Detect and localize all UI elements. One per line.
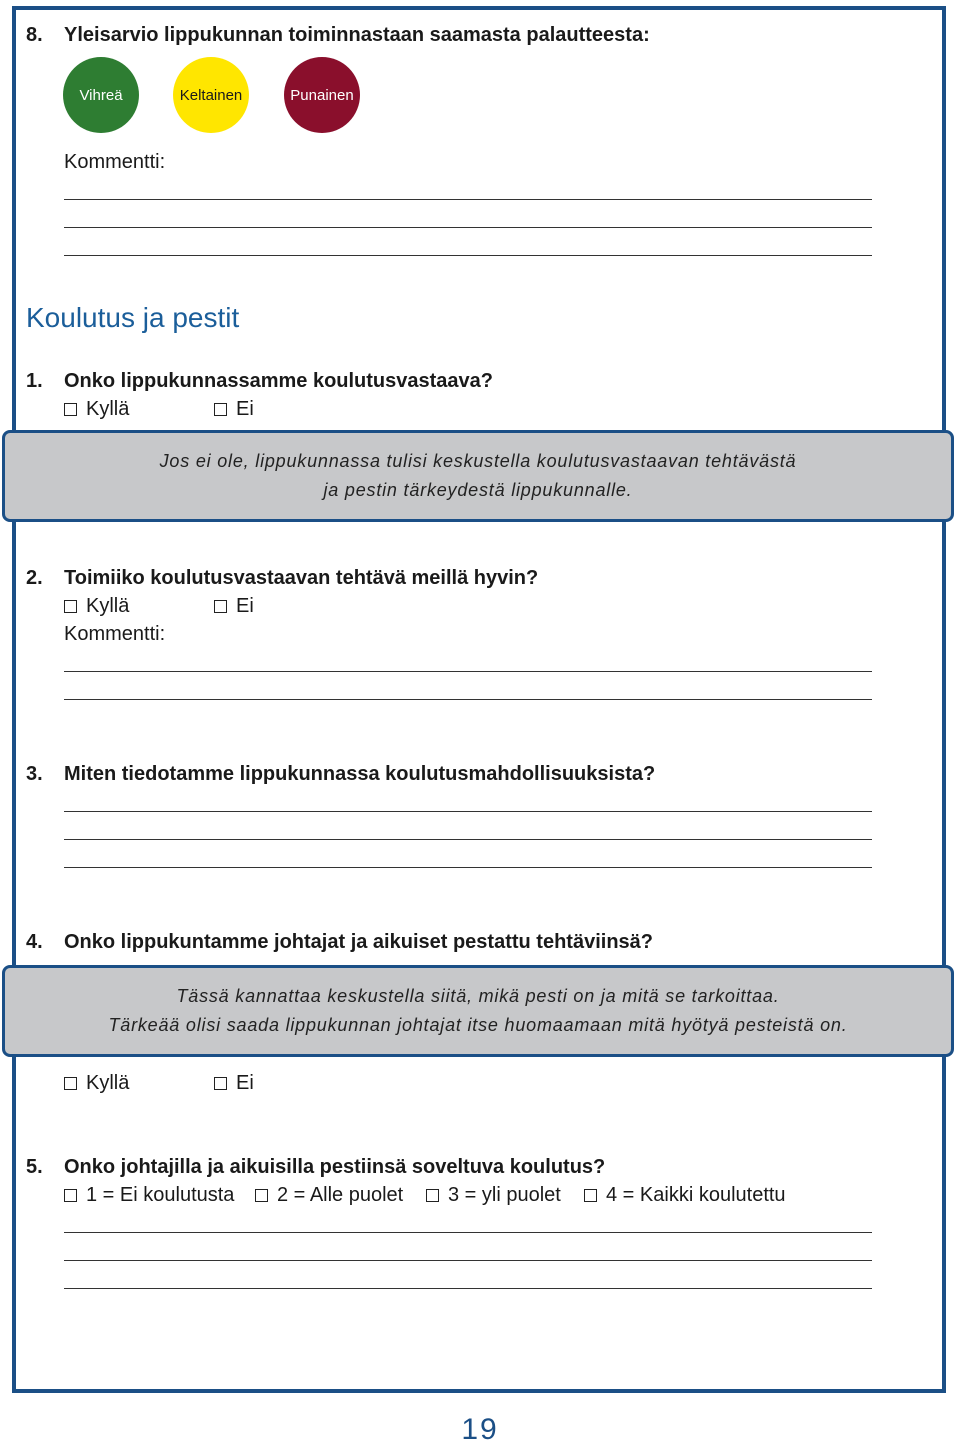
green-light-option[interactable] <box>63 57 139 133</box>
checkbox-icon[interactable] <box>214 403 227 416</box>
note-box-1 <box>2 430 954 522</box>
checkbox-icon[interactable] <box>64 600 77 613</box>
checkbox-icon[interactable] <box>64 1189 77 1202</box>
checkbox-icon[interactable] <box>584 1189 597 1202</box>
q1-yes-label: Kyllä <box>86 398 130 420</box>
q2-text: Toimiiko koulutusvastaavan tehtävä meillä hyvin? <box>64 567 539 589</box>
checkbox-icon[interactable] <box>64 1077 77 1090</box>
yellow-light-option[interactable] <box>173 57 249 133</box>
q4-yes-option[interactable] <box>64 1072 129 1095</box>
q4-number: 4. <box>26 931 43 953</box>
q8-number: 8. <box>26 24 43 46</box>
q4-yes-label: Kyllä <box>86 1072 130 1094</box>
q5-answer-line[interactable] <box>64 1288 872 1289</box>
q2-comment-line[interactable] <box>64 671 872 672</box>
q5-option-4-label: 4 = Kaikki koulutettu <box>606 1184 786 1206</box>
q3-answer-line[interactable] <box>64 839 872 840</box>
q1-yes-option[interactable] <box>64 398 129 421</box>
q3-number: 3. <box>26 763 43 785</box>
q5-option-2[interactable] <box>255 1184 403 1207</box>
checkbox-icon[interactable] <box>214 1077 227 1090</box>
q5-answer-line[interactable] <box>64 1260 872 1261</box>
q2-number: 2. <box>26 567 43 589</box>
q8-text: Yleisarvio lippukunnan toiminnastaan saamasta palautteesta: <box>64 24 650 46</box>
q8-comment-line[interactable] <box>64 255 872 256</box>
q5-answer-line[interactable] <box>64 1232 872 1233</box>
q2-no-label: Ei <box>236 595 254 617</box>
page-number: 19 <box>461 1413 499 1446</box>
q4-no-label: Ei <box>236 1072 254 1094</box>
yellow-light-label: Keltainen <box>179 86 243 104</box>
red-light-option[interactable] <box>284 57 360 133</box>
checkbox-icon[interactable] <box>214 600 227 613</box>
q5-option-1[interactable] <box>64 1184 234 1207</box>
q5-option-3-label: 3 = yli puolet <box>448 1184 561 1206</box>
note2-line1: Tässä kannattaa keskustella siitä, mikä pesti on ja mitä se tarkoittaa. <box>176 986 780 1006</box>
q1-text: Onko lippukunnassamme koulutusvastaava? <box>64 370 494 392</box>
q2-yes-option[interactable] <box>64 595 129 618</box>
q3-answer-line[interactable] <box>64 867 872 868</box>
green-light-label: Vihreä <box>79 86 123 104</box>
note1-line1: Jos ei ole, lippukunnassa tulisi keskustella koulutusvastaavan tehtävästä <box>159 451 797 471</box>
q5-option-4[interactable] <box>584 1184 786 1207</box>
q1-no-option[interactable] <box>214 398 254 421</box>
section-title: Koulutus ja pestit <box>26 302 240 333</box>
q3-text: Miten tiedotamme lippukunnassa koulutusmahdollisuuksista? <box>64 763 656 785</box>
checkbox-icon[interactable] <box>64 403 77 416</box>
q4-no-option[interactable] <box>214 1072 254 1095</box>
q5-option-2-label: 2 = Alle puolet <box>277 1184 404 1206</box>
q2-comment-label: Kommentti: <box>64 623 166 645</box>
q8-comment-line[interactable] <box>64 227 872 228</box>
checkbox-icon[interactable] <box>426 1189 439 1202</box>
q2-yes-label: Kyllä <box>86 595 130 617</box>
q5-option-1-label: 1 = Ei koulutusta <box>86 1184 235 1206</box>
q5-option-3[interactable] <box>426 1184 561 1207</box>
q1-number: 1. <box>26 370 43 392</box>
q2-no-option[interactable] <box>214 595 254 618</box>
q3-answer-line[interactable] <box>64 811 872 812</box>
q8-comment-label: Kommentti: <box>64 151 166 173</box>
q4-text: Onko lippukuntamme johtajat ja aikuiset pestattu tehtäviinsä? <box>64 931 654 953</box>
q8-comment-line[interactable] <box>64 199 872 200</box>
q1-no-label: Ei <box>236 398 254 420</box>
note-box-2 <box>2 965 954 1057</box>
note1-line2: ja pestin tärkeydestä lippukunnalle. <box>323 480 633 500</box>
q5-text: Onko johtajilla ja aikuisilla pestiinsä soveltuva koulutus? <box>64 1156 606 1178</box>
note2-line2: Tärkeää olisi saada lippukunnan johtajat itse huomaamaan mitä hyötyä pesteistä on. <box>108 1015 848 1035</box>
q2-comment-line[interactable] <box>64 699 872 700</box>
red-light-label: Punainen <box>290 86 354 104</box>
checkbox-icon[interactable] <box>255 1189 268 1202</box>
q5-number: 5. <box>26 1156 43 1178</box>
